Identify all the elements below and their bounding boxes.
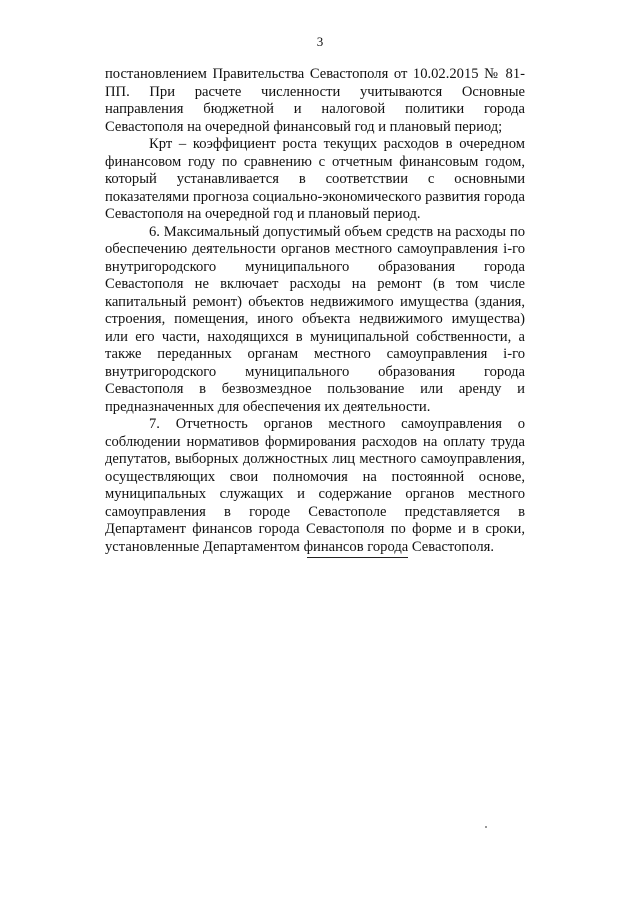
- paragraph-continuation: постановлением Правительства Севастополя от 10.02.2015 № 81-ПП. При расчете численности учитываются Основные направления бюджетной и налоговой политики города Севастополя на очередной финансовый год и плановый период;: [105, 66, 525, 135]
- paragraph-item-7: 7. Отчетность органов местного самоуправления о соблюдении нормативов формирования расходов на оплату труда депутатов, выборных должностных лиц местного самоуправления, осуществляющих свои полномочия на постоянной основе, муниципальных служащих и содержание органов местного самоуправления в городе Севастополе представляется в Департамент финансов города Севастополя по форме и в сроки, установленные Департаментом финансов города Севастополя.: [105, 416, 525, 555]
- document-body: [105, 66, 525, 556]
- page-number: 3: [316, 34, 324, 49]
- scan-speck: [485, 826, 487, 828]
- end-separator-line: [307, 557, 408, 558]
- paragraph-krt-definition: Крт – коэффициент роста текущих расходов в очередном финансовом году по сравнению с отчетным финансовым годом, который устанавливается в соответствии с основными показателями прогноза социально-экономического развития города Севастополя на очередной год и плановый период.: [105, 136, 525, 222]
- paragraph-item-6: 6. Максимальный допустимый объем средств на расходы по обеспечению деятельности органов местного самоуправления i-го внутригородского муниципального образования города Севастополя не включает расходы на ремонт (в том числе капитальный ремонт) объектов недвижимого имущества (здания, строения, помещения, иного объекта недвижимого имущества) или его части, находящихся в муниципальной собственности, а также переданных органам местного самоуправления i-го внутригородского муниципального образования города Севастополя в безвозмездное пользование или аренду и предназначенных для обеспечения их деятельности.: [105, 223, 525, 415]
